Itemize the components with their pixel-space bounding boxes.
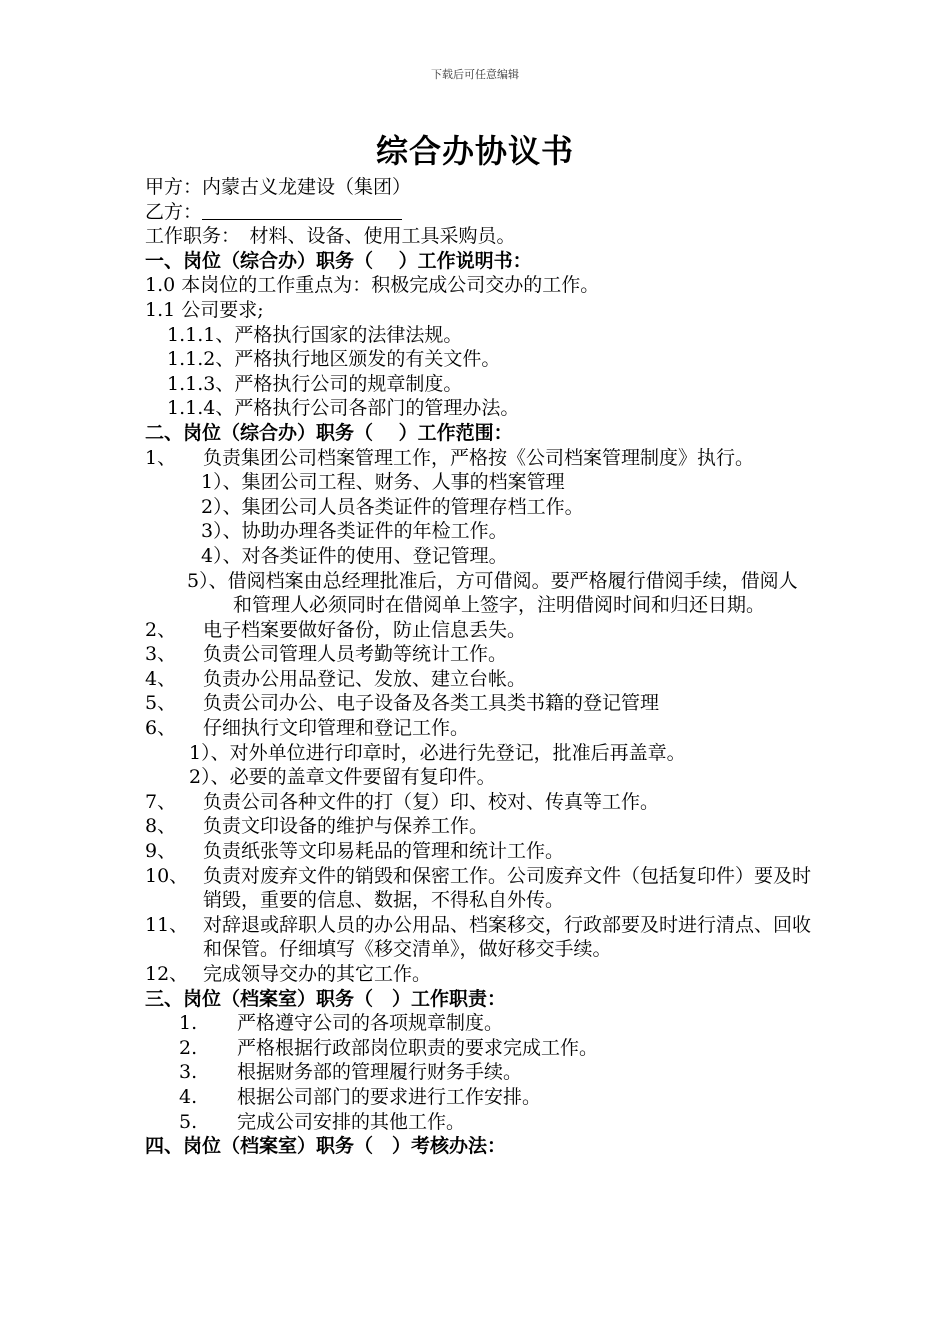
item-text: 对辞退或辞职人员的办公用品、档案移交，行政部要及时进行清点、回收和保管。仔细填写《移交清单》，做好移交手续。	[203, 913, 812, 961]
item-text: 负责对废弃文件的销毁和保密工作。公司废弃文件（包括复印件）要及时销毁，重要的信息、数据，不得私自外传。	[203, 864, 812, 912]
item-number: 10、	[145, 864, 189, 887]
item-number: 9、	[145, 840, 177, 863]
party-a: 甲方：内蒙古义龙建设（集团）	[145, 176, 412, 198]
section-4-title: 四、岗位（档案室）职务（ ）考核办法：	[145, 1135, 507, 1158]
job-duty: 工作职务： 材料、设备、使用工具采购员。	[145, 225, 516, 248]
item-text: 电子档案要做好备份，防止信息丢失。	[203, 618, 527, 641]
section-2-subitem: 2）、集团公司人员各类证件的管理存档工作。	[201, 495, 584, 518]
section-1-item: 1.1.2、严格执行地区颁发的有关文件。	[167, 348, 501, 371]
item-number: 2.	[179, 1036, 198, 1059]
item-text: 严格根据行政部岗位职责的要求完成工作。	[237, 1036, 599, 1059]
party-b-blank	[202, 201, 402, 220]
item-number: 7、	[145, 790, 177, 813]
section-3-item	[145, 1085, 815, 1110]
item-number: 12、	[145, 963, 189, 985]
item-text: 负责集团公司档案管理工作，严格按《公司档案管理制度》执行。	[203, 446, 755, 469]
item-number: 3.	[179, 1061, 198, 1084]
section-2-subitem: 3）、协助办理各类证件的年检工作。	[201, 520, 508, 543]
header-note: 下载后可任意编辑	[431, 68, 519, 81]
item-text: 严格遵守公司的各项规章制度。	[237, 1012, 504, 1035]
section-2-item	[145, 716, 815, 741]
section-2-item	[145, 618, 815, 643]
section-1-item: 1.1.4、严格执行公司各部门的管理办法。	[167, 397, 520, 420]
item-text: 负责纸张等文印易耗品的管理和统计工作。	[203, 840, 565, 863]
section-3-item	[145, 1060, 815, 1085]
section-2-subitem: 1）、对外单位进行印章时，必进行先登记，批准后再盖章。	[189, 741, 686, 764]
item-number: 6、	[145, 717, 177, 740]
section-2-item	[145, 814, 815, 839]
section-2-item	[145, 962, 815, 987]
section-2-title: 二、岗位（综合办）职务（ ）工作范围：	[145, 421, 513, 444]
item-text: 负责公司管理人员考勤等统计工作。	[203, 643, 508, 666]
item-number: 4、	[145, 667, 177, 690]
section-2-subitem: 4）、对各类证件的使用、登记管理。	[201, 544, 508, 567]
section-2-item	[145, 446, 815, 471]
party-b-label: 乙方：	[145, 200, 203, 223]
section-3-item	[145, 1036, 815, 1061]
item-text: 负责公司办公、电子设备及各类工具类书籍的登记管理	[203, 692, 660, 715]
section-1-line-1: 1.0 本岗位的工作重点为：积极完成公司交办的工作。	[145, 274, 600, 297]
item-number: 1.	[179, 1012, 198, 1035]
document-title: 综合办协议书	[375, 132, 574, 170]
item-number: 5.	[179, 1110, 198, 1133]
section-2-item	[145, 642, 815, 667]
item-text: 负责公司各种文件的打（复）印、校对、传真等工作。	[203, 790, 660, 813]
section-1-item: 1.1.3、严格执行公司的规章制度。	[167, 372, 463, 395]
item-number: 11、	[145, 913, 189, 936]
item-text: 仔细执行文印管理和登记工作。	[203, 717, 470, 740]
section-2-item	[145, 667, 815, 692]
item-number: 4.	[179, 1085, 198, 1108]
section-1-item: 1.1.1、严格执行国家的法律法规。	[167, 323, 463, 346]
section-2-item	[145, 839, 815, 864]
item-number: 8、	[145, 815, 177, 838]
item-text: 负责文印设备的维护与保养工作。	[203, 815, 489, 838]
item-text: 根据公司部门的要求进行工作安排。	[237, 1085, 542, 1108]
section-3-title: 三、岗位（档案室）职务（ ）工作职责：	[145, 987, 507, 1010]
section-2-subitem: 1）、集团公司工程、财务、人事的档案管理	[201, 471, 565, 494]
section-2-item	[145, 691, 815, 716]
section-3-item	[145, 1011, 815, 1036]
item-number: 5、	[145, 692, 177, 715]
document-body	[145, 175, 815, 1159]
section-2-item	[145, 913, 815, 962]
section-2-subitem: 2）、必要的盖章文件要留有复印件。	[189, 766, 496, 789]
section-2-subitem: 5）、借阅档案由总经理批准后，方可借阅。要严格履行借阅手续，借阅人和管理人必须同时在借阅单上签字，注明借阅时间和归还日期。	[187, 569, 798, 617]
section-2-item	[145, 864, 815, 913]
item-number: 1、	[145, 446, 177, 469]
item-text: 完成领导交办的其它工作。	[203, 963, 432, 985]
item-text: 负责办公用品登记、发放、建立台帐。	[203, 667, 527, 690]
section-1-title: 一、岗位（综合办）职务（ ）工作说明书：	[145, 249, 532, 272]
item-text: 根据财务部的管理履行财务手续。	[237, 1061, 523, 1084]
section-1-line-2: 1.1 公司要求;	[145, 298, 264, 321]
item-number: 3、	[145, 643, 177, 666]
section-2-item	[145, 790, 815, 815]
item-number: 2、	[145, 618, 177, 641]
party-b-line	[145, 200, 815, 225]
section-3-item	[145, 1110, 815, 1135]
item-text: 完成公司安排的其他工作。	[237, 1110, 466, 1133]
